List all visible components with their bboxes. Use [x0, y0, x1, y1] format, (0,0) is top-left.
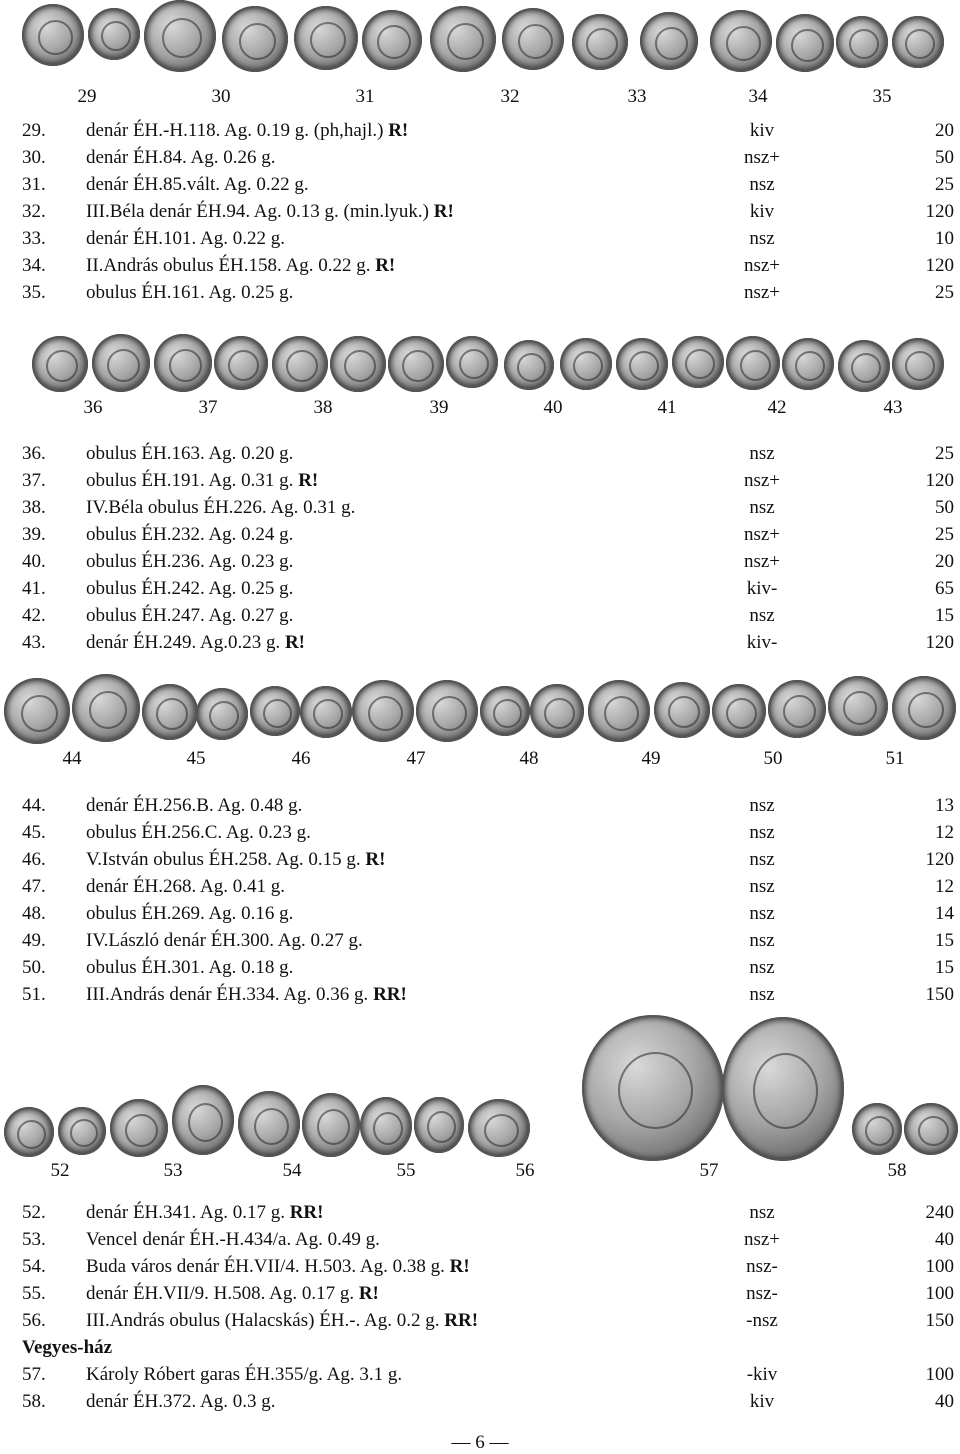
- coin-number: 43: [883, 397, 903, 418]
- lot-desc-text: obulus ÉH.161. Ag. 0.25 g.: [86, 282, 294, 303]
- lot-desc-text: denár ÉH.268. Ag. 0.41 g.: [86, 876, 285, 897]
- lot-price: 65: [935, 578, 954, 599]
- lot-description: [86, 145, 275, 171]
- coin-image-37: [154, 334, 212, 392]
- lot-number: 54.: [22, 1256, 46, 1277]
- lot-grade: nsz+: [743, 470, 781, 491]
- lot-number: 44.: [22, 795, 46, 816]
- coin-image-29: [22, 4, 84, 66]
- coin-strip-2: [0, 330, 960, 400]
- coin-number: 46: [291, 748, 311, 769]
- lot-grade: kiv: [749, 201, 775, 222]
- lot-price: 10: [935, 228, 954, 249]
- coin-number: 38: [313, 397, 333, 418]
- lot-grade: nsz: [749, 497, 775, 518]
- lot-price: 15: [935, 930, 954, 951]
- lot-grade: nsz: [749, 930, 775, 951]
- lot-grade: nsz: [749, 228, 775, 249]
- coin-image-47b: [352, 680, 414, 742]
- lot-price: 15: [935, 605, 954, 626]
- lot-price: 100: [925, 1256, 954, 1277]
- lot-desc-text: V.István obulus ÉH.258. Ag. 0.15 g.: [86, 849, 361, 870]
- lot-description: [86, 280, 293, 306]
- lot-price: 120: [925, 849, 954, 870]
- lot-description: [86, 603, 293, 629]
- coin-image-32b: [362, 10, 422, 70]
- coin-number: 54: [282, 1160, 302, 1181]
- lot-price: 25: [935, 282, 954, 303]
- lot-grade: nsz+: [743, 282, 781, 303]
- lot-grade: nsz+: [743, 255, 781, 276]
- lot-number: 48.: [22, 903, 46, 924]
- lot-price: 240: [925, 1202, 954, 1223]
- coin-image-31b: [222, 6, 288, 72]
- lot-desc-text: IV.László denár ÉH.300. Ag. 0.27 g.: [86, 930, 363, 951]
- rarity-mark: R!: [375, 255, 396, 276]
- coin-image-45b: [142, 684, 198, 740]
- coin-number-row-3: [0, 748, 960, 774]
- coin-image-47: [300, 686, 352, 738]
- lot-row: [0, 495, 960, 521]
- coin-number: 57: [699, 1160, 719, 1181]
- coin-strip-3: [0, 670, 960, 750]
- lot-row: [0, 955, 960, 981]
- lot-number: 34.: [22, 255, 46, 276]
- coin-image-50: [654, 682, 710, 738]
- coin-image-39: [388, 336, 444, 392]
- lot-description: [86, 982, 407, 1008]
- coin-image-44: [4, 678, 70, 744]
- coin-image-45: [72, 674, 140, 742]
- coin-image-54b: [302, 1093, 360, 1157]
- coin-image-41b: [672, 336, 724, 388]
- lot-row: [0, 1308, 960, 1334]
- lot-number: 51.: [22, 984, 46, 1005]
- coin-image-38b: [330, 336, 386, 392]
- lot-desc-text: denár ÉH.372. Ag. 0.3 g.: [86, 1391, 276, 1412]
- lot-row: [0, 847, 960, 873]
- rarity-mark: R!: [298, 470, 319, 491]
- lot-description: [86, 901, 293, 927]
- coin-number-row-1: [0, 86, 960, 112]
- lot-price: 25: [935, 443, 954, 464]
- coin-image-33: [430, 6, 496, 72]
- lot-grade: nsz-: [746, 1283, 778, 1304]
- coin-image-34c: [710, 10, 772, 72]
- lot-grade: nsz+: [743, 147, 781, 168]
- coin-number-row-4: [0, 1160, 960, 1186]
- coin-image-57-obverse: [582, 1015, 724, 1161]
- lot-row: [0, 603, 960, 629]
- coin-image-42b: [782, 338, 834, 390]
- lot-number: 43.: [22, 632, 46, 653]
- coin-number: 52: [50, 1160, 70, 1181]
- coin-image-55: [360, 1097, 412, 1155]
- lot-row: [0, 630, 960, 656]
- lot-number: 50.: [22, 957, 46, 978]
- coin-number: 37: [198, 397, 218, 418]
- lot-number: 36.: [22, 443, 46, 464]
- lot-desc-text: obulus ÉH.301. Ag. 0.18 g.: [86, 957, 294, 978]
- coin-image-32: [294, 6, 358, 70]
- lot-description: [86, 172, 309, 198]
- coin-number: 41: [657, 397, 677, 418]
- lot-row: [0, 928, 960, 954]
- lot-price: 50: [935, 497, 954, 518]
- lot-number: 45.: [22, 822, 46, 843]
- coin-image-57-reverse: [722, 1017, 844, 1161]
- coin-number: 30: [211, 86, 231, 107]
- coin-number: 47: [406, 748, 426, 769]
- lot-grade: nsz+: [743, 551, 781, 572]
- coin-image-58: [852, 1103, 902, 1155]
- coin-image-30: [88, 8, 140, 60]
- lot-desc-text: denár ÉH.101. Ag. 0.22 g.: [86, 228, 285, 249]
- lot-number: 42.: [22, 605, 46, 626]
- coin-number: 34: [748, 86, 768, 107]
- coin-number: 32: [500, 86, 520, 107]
- coin-image-55b: [414, 1097, 464, 1153]
- coin-image-58b: [904, 1103, 958, 1155]
- coin-image-50b: [712, 684, 766, 738]
- lot-description: [86, 522, 293, 548]
- rarity-mark: R!: [365, 849, 386, 870]
- lot-row: [0, 522, 960, 548]
- coin-image-31: [144, 0, 216, 72]
- coin-image-34b: [640, 12, 698, 70]
- lot-desc-text: obulus ÉH.256.C. Ag. 0.23 g.: [86, 822, 311, 843]
- lot-price: 120: [925, 255, 954, 276]
- lot-grade: nsz: [749, 1202, 775, 1223]
- lot-row: [0, 226, 960, 252]
- coin-image-51b: [828, 676, 888, 736]
- coin-image-48: [416, 680, 478, 742]
- lot-price: 40: [935, 1229, 954, 1250]
- rarity-mark: R!: [358, 1283, 379, 1304]
- lot-row: [0, 793, 960, 819]
- lot-grade: kiv-: [746, 632, 778, 653]
- coin-image-33b: [502, 8, 564, 70]
- coin-image-54: [238, 1091, 300, 1157]
- coin-number: 31: [355, 86, 375, 107]
- lot-price: 100: [925, 1283, 954, 1304]
- lot-description: [86, 820, 311, 846]
- lot-description: [86, 118, 408, 144]
- lot-grade: nsz: [749, 849, 775, 870]
- lot-grade: nsz: [749, 957, 775, 978]
- coin-image-46: [196, 688, 248, 740]
- coin-image-35b: [836, 16, 888, 68]
- rarity-mark: R!: [449, 1256, 470, 1277]
- page-number: — 6 —: [451, 1432, 509, 1453]
- lot-price: 100: [925, 1364, 954, 1385]
- lot-description: [86, 1200, 323, 1226]
- lot-desc-text: Vencel denár ÉH.-H.434/a. Ag. 0.49 g.: [86, 1229, 380, 1250]
- lot-number: 39.: [22, 524, 46, 545]
- lot-row: [0, 253, 960, 279]
- lot-row: [0, 118, 960, 144]
- lot-row: [0, 441, 960, 467]
- lot-price: 120: [925, 470, 954, 491]
- lot-number: 31.: [22, 174, 46, 195]
- coin-number: 39: [429, 397, 449, 418]
- lot-grade: kiv-: [746, 578, 778, 599]
- coin-number: 33: [627, 86, 647, 107]
- coin-image-36b: [92, 334, 150, 392]
- coin-image-53: [110, 1099, 168, 1157]
- coin-image-51c: [892, 676, 956, 740]
- coin-number: 35: [872, 86, 892, 107]
- lot-number: 33.: [22, 228, 46, 249]
- lot-desc-text: denár ÉH.84. Ag. 0.26 g.: [86, 147, 276, 168]
- lot-grade: nsz: [749, 876, 775, 897]
- lot-desc-text: III.András obulus (Halacskás) ÉH.-. Ag. 0.2 g.: [86, 1310, 440, 1331]
- lot-number: 52.: [22, 1202, 46, 1223]
- coin-number: 45: [186, 748, 206, 769]
- coin-strip-1: [0, 0, 960, 80]
- coin-image-37b: [214, 336, 268, 390]
- lot-number: 49.: [22, 930, 46, 951]
- lot-desc-text: obulus ÉH.232. Ag. 0.24 g.: [86, 524, 294, 545]
- coin-image-48b: [480, 686, 530, 736]
- lot-description: [86, 1308, 478, 1334]
- lot-number: 38.: [22, 497, 46, 518]
- lot-grade: nsz: [749, 903, 775, 924]
- lot-desc-text: Károly Róbert garas ÉH.355/g. Ag. 3.1 g.: [86, 1364, 403, 1385]
- lot-price: 150: [925, 984, 954, 1005]
- lot-row: [0, 549, 960, 575]
- lot-price: 14: [935, 903, 954, 924]
- coin-image-49b: [588, 680, 650, 742]
- lot-desc-text: denár ÉH.VII/9. H.508. Ag. 0.17 g.: [86, 1283, 355, 1304]
- coin-image-46b: [250, 686, 300, 736]
- lot-price: 15: [935, 957, 954, 978]
- section-title: Vegyes-ház: [22, 1337, 113, 1358]
- lot-desc-text: IV.Béla obulus ÉH.226. Ag. 0.31 g.: [86, 497, 356, 518]
- rarity-mark: R!: [388, 120, 409, 141]
- coin-number: 44: [62, 748, 82, 769]
- coin-number: 40: [543, 397, 563, 418]
- lot-price: 20: [935, 551, 954, 572]
- lot-number: 58.: [22, 1391, 46, 1412]
- lot-grade: -kiv: [746, 1364, 778, 1385]
- lot-row: [0, 576, 960, 602]
- lot-grade: nsz: [749, 795, 775, 816]
- coin-number: 53: [163, 1160, 183, 1181]
- coin-image-53b: [172, 1085, 234, 1155]
- coin-image-40b: [560, 338, 612, 390]
- coin-number: 36: [83, 397, 103, 418]
- lot-row: [0, 982, 960, 1008]
- lot-desc-text: III.Béla denár ÉH.94. Ag. 0.13 g. (min.lyuk.): [86, 201, 429, 222]
- lot-description: [86, 928, 363, 954]
- lot-price: 25: [935, 524, 954, 545]
- coin-number-row-2: [0, 397, 960, 423]
- coin-image-35: [776, 14, 834, 72]
- lot-row: [0, 1389, 960, 1415]
- coin-number: 29: [77, 86, 97, 107]
- rarity-mark: R!: [284, 632, 306, 653]
- lot-grade: nsz: [749, 174, 775, 195]
- lot-description: [86, 847, 385, 873]
- lot-grade: nsz-: [746, 1256, 778, 1277]
- lot-number: 29.: [22, 120, 46, 141]
- lot-grade: nsz+: [743, 524, 781, 545]
- rarity-mark: RR!: [444, 1310, 479, 1331]
- lot-grade: -nsz: [746, 1310, 778, 1331]
- lot-desc-text: obulus ÉH.191. Ag. 0.31 g.: [86, 470, 294, 491]
- lot-price: 25: [935, 174, 954, 195]
- lot-price: 12: [935, 822, 954, 843]
- lot-description: [86, 199, 454, 225]
- lot-desc-text: denár ÉH.256.B. Ag. 0.48 g.: [86, 795, 303, 816]
- coin-number: 56: [515, 1160, 535, 1181]
- coin-strip-4: [0, 1015, 960, 1165]
- lot-number: 30.: [22, 147, 46, 168]
- lot-number: 41.: [22, 578, 46, 599]
- coin-image-34: [572, 14, 628, 70]
- lot-desc-text: obulus ÉH.236. Ag. 0.23 g.: [86, 551, 294, 572]
- lot-description: [86, 955, 293, 981]
- lot-desc-text: denár ÉH.-H.118. Ag. 0.19 g. (ph,hajl.): [86, 120, 384, 141]
- lot-price: 150: [925, 1310, 954, 1331]
- lot-desc-text: denár ÉH.249. Ag.0.23 g.: [86, 632, 281, 653]
- lot-row: [0, 280, 960, 306]
- lot-row: [0, 1254, 960, 1280]
- lot-row: [0, 901, 960, 927]
- coin-image-35c: [892, 16, 944, 68]
- coin-number: 42: [767, 397, 787, 418]
- lot-row: [0, 1281, 960, 1307]
- lot-description: [86, 441, 293, 467]
- lot-row: [0, 199, 960, 225]
- lot-number: 56.: [22, 1310, 46, 1331]
- lot-description: [86, 253, 395, 279]
- coin-image-49: [530, 684, 584, 738]
- lot-price: 120: [925, 201, 954, 222]
- coin-number: 55: [396, 1160, 416, 1181]
- lot-description: [86, 630, 305, 656]
- lot-number: 53.: [22, 1229, 46, 1250]
- lot-row: [0, 468, 960, 494]
- lot-price: 12: [935, 876, 954, 897]
- lot-row: [0, 172, 960, 198]
- coin-image-51: [768, 680, 826, 738]
- lot-number: 32.: [22, 201, 46, 222]
- lot-price: 13: [935, 795, 954, 816]
- rarity-mark: R!: [433, 201, 454, 222]
- coin-number: 51: [885, 748, 905, 769]
- lot-desc-text: denár ÉH.341. Ag. 0.17 g.: [86, 1202, 285, 1223]
- lot-description: [86, 793, 302, 819]
- coin-image-39b: [446, 336, 498, 388]
- lot-number: 46.: [22, 849, 46, 870]
- lot-price: 20: [935, 120, 954, 141]
- coin-image-43b: [892, 338, 944, 390]
- lot-row: [0, 874, 960, 900]
- lot-grade: nsz: [749, 822, 775, 843]
- lot-number: 47.: [22, 876, 46, 897]
- lot-number: 40.: [22, 551, 46, 572]
- lot-description: [86, 874, 285, 900]
- lot-grade: nsz: [749, 605, 775, 626]
- lot-desc-text: obulus ÉH.269. Ag. 0.16 g.: [86, 903, 294, 924]
- lot-desc-text: II.András obulus ÉH.158. Ag. 0.22 g.: [86, 255, 371, 276]
- lot-description: [86, 468, 318, 494]
- lot-description: [86, 549, 293, 575]
- lot-row: [0, 820, 960, 846]
- lot-description: [86, 226, 285, 252]
- coin-image-52b: [58, 1107, 106, 1155]
- lot-price: 50: [935, 147, 954, 168]
- lot-desc-text: obulus ÉH.247. Ag. 0.27 g.: [86, 605, 294, 626]
- lot-desc-text: obulus ÉH.242. Ag. 0.25 g.: [86, 578, 294, 599]
- lot-price: 120: [925, 632, 954, 653]
- coin-image-36: [32, 336, 88, 392]
- rarity-mark: RR!: [289, 1202, 324, 1223]
- coin-number: 58: [887, 1160, 907, 1181]
- coin-image-52: [4, 1107, 54, 1157]
- coin-image-40: [504, 340, 554, 390]
- coin-image-56: [468, 1099, 530, 1157]
- lot-grade: kiv: [749, 1391, 775, 1412]
- lot-number: 55.: [22, 1283, 46, 1304]
- lot-grade: nsz+: [743, 1229, 781, 1250]
- lot-description: [86, 1362, 402, 1388]
- lot-grade: kiv: [749, 120, 775, 141]
- coin-number: 50: [763, 748, 783, 769]
- lot-description: [86, 1389, 275, 1415]
- lot-description: [86, 1281, 379, 1307]
- lot-desc-text: III.András denár ÉH.334. Ag. 0.36 g.: [86, 984, 369, 1005]
- coin-image-38: [272, 336, 328, 392]
- lot-row: [0, 1200, 960, 1226]
- lot-row: [0, 1227, 960, 1253]
- lot-desc-text: Buda város denár ÉH.VII/4. H.503. Ag. 0.38 g.: [86, 1256, 445, 1277]
- lot-description: [86, 1227, 380, 1253]
- lot-description: [86, 576, 293, 602]
- lot-desc-text: obulus ÉH.163. Ag. 0.20 g.: [86, 443, 294, 464]
- lot-number: 37.: [22, 470, 46, 491]
- coin-image-43: [838, 340, 890, 392]
- lot-desc-text: denár ÉH.85.vált. Ag. 0.22 g.: [86, 174, 309, 195]
- coin-image-42: [726, 336, 780, 390]
- coin-image-41: [616, 338, 668, 390]
- rarity-mark: RR!: [373, 984, 407, 1005]
- lot-grade: nsz: [749, 984, 775, 1005]
- lot-row: [0, 145, 960, 171]
- lot-number: 35.: [22, 282, 46, 303]
- coin-number: 48: [519, 748, 539, 769]
- lot-description: [86, 1254, 470, 1280]
- lot-number: 57.: [22, 1364, 46, 1385]
- lot-row: [0, 1362, 960, 1388]
- lot-price: 40: [935, 1391, 954, 1412]
- coin-number: 49: [641, 748, 661, 769]
- lot-grade: nsz: [749, 443, 775, 464]
- lot-description: [86, 495, 355, 521]
